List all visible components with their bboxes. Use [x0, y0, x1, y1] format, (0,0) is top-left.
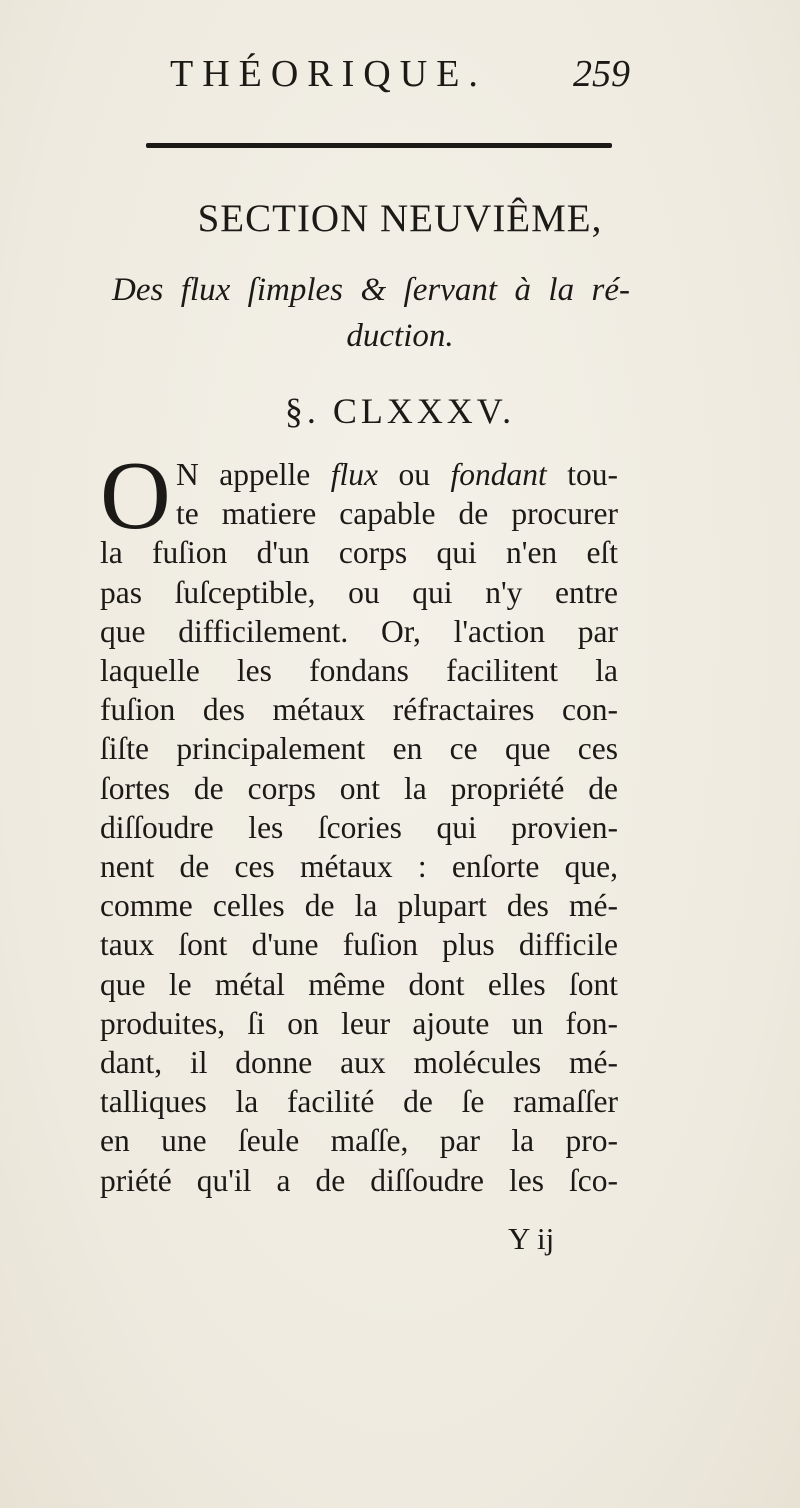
body-line: en une ſeule maſſe, par la pro- — [100, 1123, 618, 1159]
body-line — [100, 455, 618, 494]
page-number: 259 — [573, 53, 630, 95]
section-subtitle-line-2: duction. — [346, 318, 454, 354]
body-line: dant, il donne aux molécules mé- — [100, 1045, 618, 1081]
body-line: ſortes de corps ont la propriété de — [100, 770, 618, 806]
running-title: THÉORIQUE. — [170, 53, 487, 95]
section-title: SECTION NEUVIÊME, — [197, 197, 603, 240]
header-rule — [146, 143, 612, 148]
body-line: ſiſte principalement en ce que ces — [100, 731, 618, 767]
body-line: te matiere capable de procurer — [176, 496, 618, 532]
drop-cap: O — [100, 442, 171, 550]
body-line: laquelle les fondans facilitent la — [100, 653, 618, 689]
paragraph-number: §. CLXXXV. — [284, 391, 516, 431]
running-head — [170, 52, 630, 102]
body-line: priété qu'il a de diſſoudre les ſco- — [100, 1162, 618, 1198]
body-line-text: N appelle — [176, 457, 331, 492]
body-line: produites, ſi on leur ajoute un fon- — [100, 1005, 618, 1041]
body-line: que difficilement. Or, l'action par — [100, 613, 618, 649]
body-line: diſſoudre les ſcories qui provien- — [100, 809, 618, 845]
body-line: comme celles de la plupart des mé- — [100, 888, 618, 924]
body-line: taux ſont d'une fuſion plus difficile — [100, 927, 618, 963]
signature-mark: Y ij — [508, 1221, 555, 1256]
body-line: talliques la facilité de ſe ramaſſer — [100, 1084, 618, 1120]
body-text — [100, 455, 618, 1200]
section-subtitle-line-1: Des flux ſimples & ſervant à la ré- — [112, 272, 630, 308]
body-line-italic: flux — [330, 457, 378, 492]
body-line-italic: fondant — [450, 457, 547, 492]
body-line: pas ſuſceptible, ou qui n'y entre — [100, 574, 618, 610]
body-line: que le métal même dont elles ſont — [100, 966, 618, 1002]
body-line-text: tou- — [546, 457, 618, 492]
body-line-text: ou — [377, 457, 451, 492]
body-line: fuſion des métaux réfractaires con- — [100, 692, 618, 728]
body-line: nent de ces métaux : enſorte que, — [100, 849, 618, 885]
body-line: la fuſion d'un corps qui n'en eſt — [100, 535, 618, 571]
